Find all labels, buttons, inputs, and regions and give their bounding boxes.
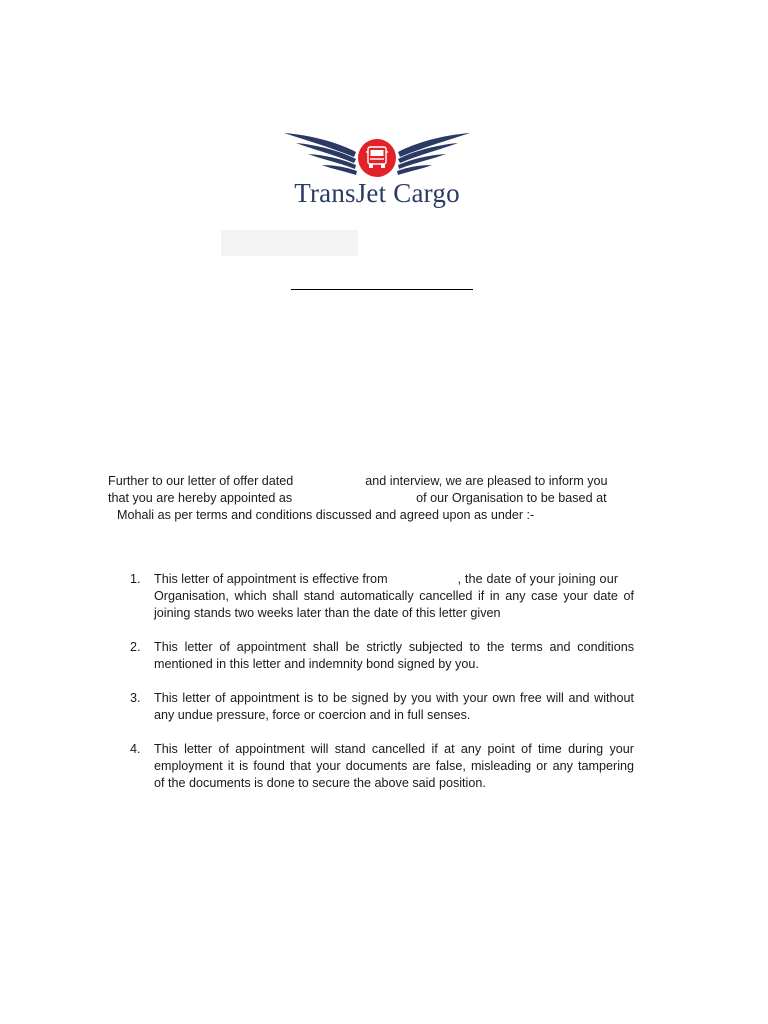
intro-text: of our Organisation to be based at (416, 491, 607, 505)
intro-text: and interview, we are pleased to inform you (365, 474, 608, 488)
clause-text (154, 741, 634, 792)
clause-number: 4. (130, 742, 141, 756)
clause-line: This letter of appointment shall be strictly subjected to the terms and conditions (154, 640, 634, 654)
brand-name: TransJet Cargo (294, 178, 460, 208)
clause-line-text: This letter of appointment is effective from (154, 572, 388, 586)
intro-paragraph (108, 473, 638, 524)
clause-list (130, 571, 634, 809)
clause-line-text: , the date of your joining our (457, 572, 619, 586)
clause-text (154, 571, 634, 622)
intro-line-3: Mohali as per terms and conditions discussed and agreed upon as under :- (117, 508, 535, 522)
clause-number: 2. (130, 640, 141, 654)
clause-line: joining stands two weeks later than the date of this letter given (154, 606, 501, 620)
intro-line-2 (108, 490, 638, 507)
clause-text (154, 690, 634, 724)
clause-item (130, 639, 634, 673)
clause-item (130, 571, 634, 622)
intro-text: that you are hereby appointed as (108, 491, 293, 505)
intro-line-1 (108, 473, 638, 490)
clause-line: This letter of appointment will stand cancelled if at any point of time during your (154, 742, 634, 756)
clause-line: Organisation, which shall stand automatically cancelled if in any case your date of (154, 589, 634, 603)
clause-line: mentioned in this letter and indemnity bond signed by you. (154, 657, 479, 671)
intro-text: Further to our letter of offer dated (108, 474, 294, 488)
clause-number: 1. (130, 572, 141, 586)
clause-item (130, 690, 634, 724)
redacted-block (221, 230, 358, 256)
clause-line: any undue pressure, force or coercion and in full senses. (154, 708, 471, 722)
clause-number: 3. (130, 691, 141, 705)
clause-text (154, 639, 634, 673)
clause-line: This letter of appointment is to be signed by you with your own free will and without (154, 691, 634, 705)
subject-underline (291, 289, 473, 290)
clause-item (130, 741, 634, 792)
clause-line: of the documents is done to secure the above said position. (154, 776, 486, 790)
clause-line: employment it is found that your documents are false, misleading or any tampering (154, 759, 634, 773)
clause-line (154, 571, 634, 588)
